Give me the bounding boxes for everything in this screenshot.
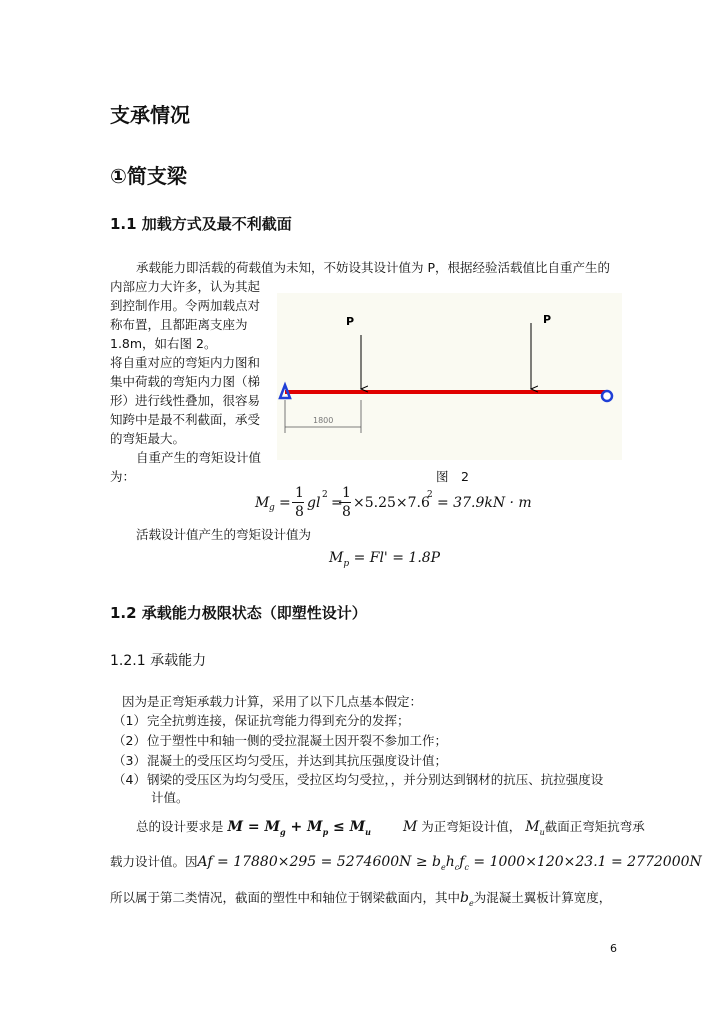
eq2-rhs: = Fl' = 1.8P	[353, 550, 441, 566]
assumption-item	[113, 711, 410, 729]
formula-part: + M	[285, 819, 323, 835]
design-req-prefix: 总的设计要求是	[136, 819, 224, 834]
b-letter: b	[460, 890, 469, 906]
assumption-item	[113, 751, 447, 769]
para1-line: 形）进行线性叠加，很容易	[110, 393, 261, 408]
assumption-item	[113, 770, 603, 788]
para1-wrapped-text	[110, 277, 270, 448]
assumption-item	[113, 731, 447, 749]
assumption-text: 钢梁的受压区为均匀受压，受拉区均匀受拉，，并分别达到钢材的抗压、抗拉强度设	[147, 772, 604, 787]
eq1-frac1-bar	[292, 502, 304, 503]
formula-sub: c	[454, 862, 460, 872]
eq1-calc-sup: 2	[427, 490, 433, 500]
para1-line: 内部应力大许多，认为其起	[110, 279, 261, 294]
last-line-suffix: 为混凝土翼板计算宽度，	[473, 890, 612, 905]
eq1-calc: ×5.25×7.6	[353, 495, 430, 511]
assumption-text: 位于塑性中和轴一侧的受拉混凝土因开裂不参加工作；	[147, 733, 448, 748]
mu-label	[525, 819, 545, 835]
load-label-right: P	[543, 313, 552, 326]
assumption-number: （3）	[113, 753, 146, 768]
para1-first-line: 承载能力即活载的荷载值为未知，不妨设其设计值为 P，根据经验活载值比自重产生的	[136, 260, 611, 275]
design-requirement-line	[136, 817, 645, 842]
eq1-frac2-bar	[339, 502, 351, 503]
formula-part: = 1000×120×23.1 = 2772000N	[468, 854, 702, 870]
roller-support-icon	[602, 391, 612, 401]
equation-live-load-moment	[329, 550, 440, 569]
be-symbol	[460, 890, 474, 906]
para1-line: 的弯矩最大。	[110, 431, 186, 446]
formula-sub: g	[279, 826, 286, 837]
design-req-formula	[228, 819, 371, 835]
section-1-2-heading: 1.2 承载能力极限状态（即塑性设计）	[110, 604, 367, 622]
eq1-frac2-num: 1	[342, 485, 351, 501]
formula-part: h	[445, 854, 455, 870]
mu-symbol: M	[525, 819, 540, 835]
eq2-lhs-sub: p	[343, 558, 350, 569]
mu-sub: u	[539, 827, 545, 837]
eq1-equals: =	[279, 495, 291, 511]
para1-line: 知跨中是最不利截面，承受	[110, 412, 261, 427]
m-label: M	[402, 819, 418, 835]
para1-line: 集中荷载的弯矩内力图（梯	[110, 374, 261, 389]
capacity-line	[110, 852, 702, 877]
eq1-equals-2: =	[331, 495, 343, 511]
para1-line: 到控制作用。令两加载点对	[110, 298, 261, 313]
section-1-2-1-heading: 1.2.1 承载能力	[110, 653, 207, 669]
eq1-frac1-den: 8	[295, 504, 304, 520]
eq1-result: = 37.9kN · m	[437, 495, 532, 511]
beam-diagram	[277, 293, 622, 460]
assumption-number: （2）	[113, 733, 146, 748]
para2-line1: 自重产生的弯矩设计值	[136, 450, 262, 465]
section-1-1-heading: 1.1 加载方式及最不利截面	[110, 215, 292, 233]
page-number: 6	[610, 942, 617, 955]
capacity-formula	[198, 854, 702, 870]
beam-figure	[277, 293, 622, 460]
eq1-term-sup: 2	[322, 490, 328, 500]
mu-description: 截面正弯矩抗弯承	[544, 819, 645, 834]
formula-sub: u	[365, 826, 371, 837]
formula-part: M = M	[227, 819, 280, 835]
formula-part: f	[459, 854, 465, 870]
assumption-number: （4）	[113, 772, 146, 787]
load-label-left: P	[346, 315, 355, 328]
beam-type-heading: ①简支梁	[110, 164, 187, 188]
eq1-frac1-num: 1	[295, 485, 304, 501]
eq2-lhs: M	[329, 550, 344, 566]
assumption-number: （1）	[113, 713, 146, 728]
b-sub: e	[468, 898, 474, 908]
page-heading: 支承情况	[110, 103, 190, 127]
para1-line: 1.8m，如右图 2。	[110, 336, 217, 351]
formula-sub: c	[464, 862, 469, 872]
dimension-label: 1800	[313, 416, 334, 425]
assumption-text: 混凝土的受压区均匀受压，并达到其抗压强度设计值；	[147, 753, 448, 768]
eq1-lhs: M	[255, 495, 270, 511]
eq1-frac2-den: 8	[342, 504, 351, 520]
assumptions-intro: 因为是正弯矩承载力计算，采用了以下几点基本假定：	[122, 694, 423, 709]
figure-caption: 图 2	[436, 469, 469, 484]
para2-line2: 为：	[110, 469, 136, 484]
formula-part: ≤ M	[328, 819, 366, 835]
formula-sub: e	[441, 862, 446, 872]
assumption-4-continued: 计值。	[151, 790, 189, 805]
para1-line: 将自重对应的弯矩内力图和	[110, 355, 261, 370]
eq1-term: gl	[307, 495, 321, 511]
last-line-prefix: 所以属于第二类情况，截面的塑性中和轴位于钢梁截面内，其中	[110, 890, 461, 905]
para1-line: 称布置，且都距离支座为	[110, 317, 248, 332]
live-load-text: 活载设计值产生的弯矩设计值为	[136, 527, 312, 542]
formula-part: Af = 17880×295 = 5274600N ≥ b	[197, 854, 442, 870]
capacity-prefix: 载力设计值。因	[110, 854, 198, 869]
m-description: 为正弯矩设计值，	[421, 819, 522, 834]
formula-sub: p	[322, 826, 329, 837]
last-line	[110, 888, 611, 913]
eq1-lhs-sub: g	[269, 503, 275, 513]
assumption-text: 完全抗剪连接，保证抗弯能力得到充分的发挥；	[147, 713, 410, 728]
